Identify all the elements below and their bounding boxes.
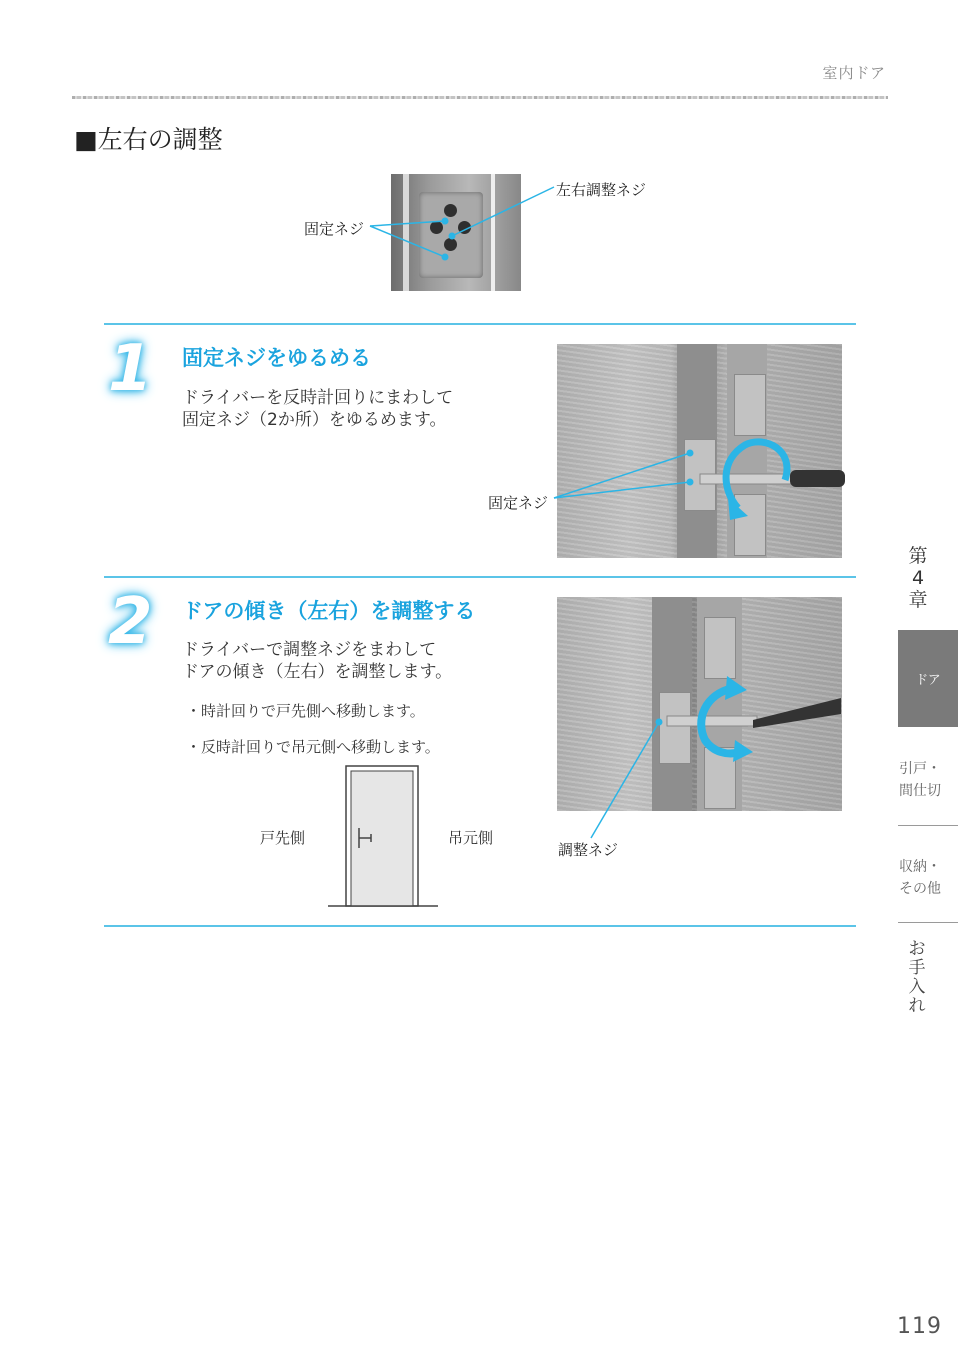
chapter-indicator: [898, 545, 938, 611]
side-tab-care[interactable]: お手入れ: [908, 939, 926, 1016]
chapter-line2: 4: [911, 567, 925, 589]
side-tab-sliding-door-line1: 引戸・: [899, 761, 941, 777]
side-divider-2: [898, 922, 958, 923]
step1-title: 固定ネジをゆるめる: [182, 346, 371, 370]
step2-divider: [104, 576, 856, 578]
step2-label-adjust-screw: 調整ネジ: [558, 841, 619, 859]
side-tab-storage-line1: 収納・: [899, 859, 941, 875]
step1-divider: [104, 323, 856, 325]
step2-text-line2: ドアの傾き（左右）を調整します。: [182, 662, 453, 682]
step2-number: 2: [108, 585, 153, 659]
side-divider-1: [898, 825, 958, 826]
header-category: 室内ドア: [822, 64, 886, 82]
side-tab-storage-line2: その他: [899, 881, 941, 897]
side-tab-door[interactable]: ドア: [898, 630, 958, 727]
side-tab-sliding-door[interactable]: [898, 758, 942, 802]
side-tab-sliding-door-line2: 間仕切: [899, 783, 941, 799]
step1-text-line1: ドライバーを反時計回りにまわして: [182, 388, 454, 408]
step2-callouts: [555, 660, 845, 850]
side-tab-storage[interactable]: [898, 856, 942, 900]
door-diagram: [328, 764, 438, 910]
bottom-divider: [104, 925, 856, 927]
chapter-line3: 章: [908, 589, 928, 611]
step1-label-fixing-screw: 固定ネジ: [488, 494, 549, 512]
step1-number: 1: [108, 332, 153, 406]
label-adjust-screw: 左右調整ネジ: [556, 181, 647, 199]
chapter-line1: 第: [908, 545, 928, 567]
section-title: ■左右の調整: [74, 125, 223, 154]
door-label-latch-side: 戸先側: [260, 829, 306, 847]
step2-title: ドアの傾き（左右）を調整する: [182, 599, 476, 623]
header-divider: [72, 96, 888, 99]
page-number: 119: [897, 1314, 942, 1339]
step2-text-line1: ドライバーで調整ネジをまわして: [182, 640, 437, 660]
step1-text-line2: 固定ネジ（2か所）をゆるめます。: [182, 410, 447, 430]
step2-bullet-clockwise: ・時計回りで戸先側へ移動します。: [186, 702, 425, 720]
step1-callouts: [550, 430, 850, 530]
step2-bullet-counterclockwise: ・反時計回りで吊元側へ移動します。: [186, 738, 440, 756]
door-label-hinge-side: 吊元側: [448, 829, 494, 847]
label-fixing-screw: 固定ネジ: [304, 220, 365, 238]
